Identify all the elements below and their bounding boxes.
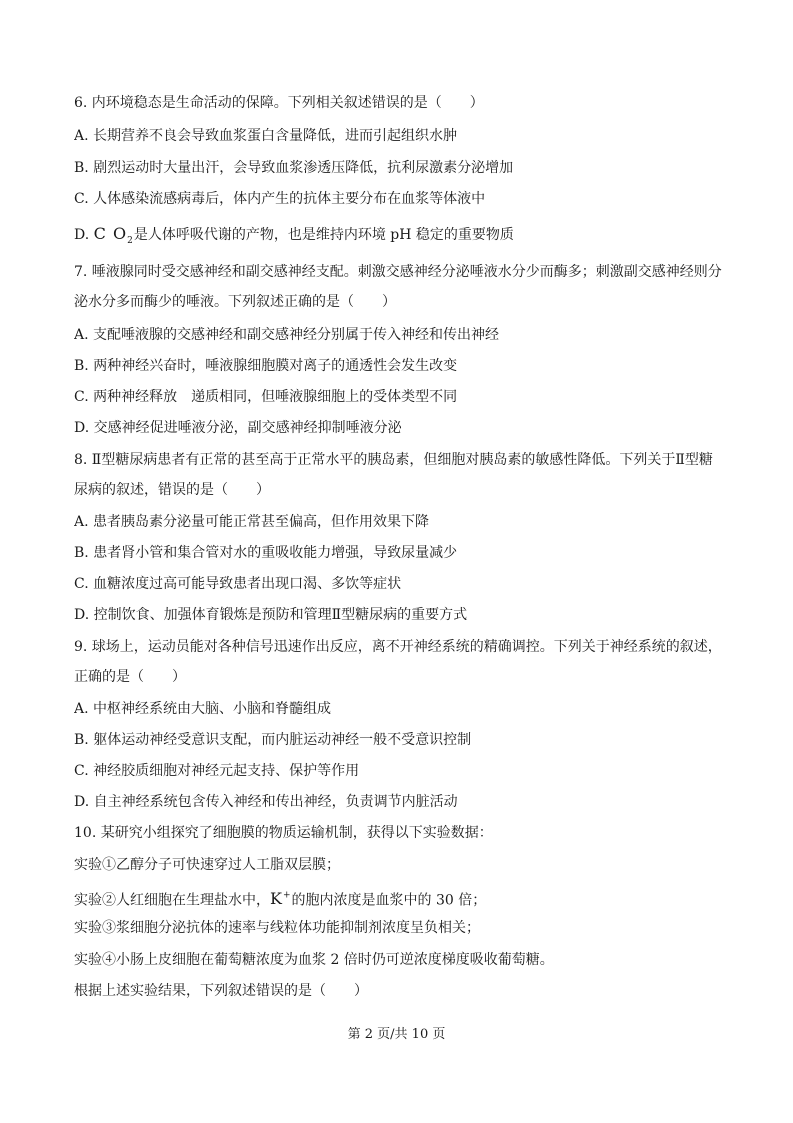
experiment-2-prefix: 实验②人红细胞在生理盐水中，: [74, 892, 270, 909]
experiment-1: 实验①乙醇分子可快速穿过人工脂双层膜；: [74, 857, 340, 873]
question-8-stem-line-2: 尿病的叙述，错误的是（ ）: [74, 482, 270, 498]
question-9-stem-line-2: 正确的是（ ）: [74, 669, 186, 685]
co2-formula-subscript: 2: [127, 236, 134, 247]
question-7-option-b: B. 两种神经兴奋时，唾液腺细胞膜对离子的通透性会发生改变: [74, 358, 458, 374]
question-7-stem-line-1: 7. 唾液腺同时受交感神经和副交感神经支配。刺激交感神经分泌唾液水分少而酶多；刺激副交感神经则分: [74, 264, 722, 280]
question-8-stem-line-1: 8. Ⅱ型糖尿病患者有正常的甚至高于正常水平的胰岛素，但细胞对胰岛素的敏感性降低。下列关于Ⅱ型糖: [74, 452, 713, 468]
question-6-option-b: B. 剧烈运动时大量出汗，会导致血浆渗透压降低，抗利尿激素分泌增加: [74, 160, 514, 176]
question-9-option-b: B. 躯体运动神经受意识支配，而内脏运动神经一般不受意识控制: [74, 732, 472, 748]
page-number: 第 2 页/共 10 页: [347, 1027, 446, 1042]
question-9-option-c: C. 神经胶质细胞对神经元起支持、保护等作用: [74, 763, 360, 779]
question-6-option-c: C. 人体感染流感病毒后，体内产生的抗体主要分布在血浆等体液中: [74, 191, 486, 207]
option-d-prefix: D.: [74, 227, 90, 243]
question-7-stem-line-2: 泌水分多而酶少的唾液。下列叙述正确的是（ ）: [74, 294, 396, 310]
question-6-stem: 6. 内环境稳态是生命活动的保障。下列相关叙述错误的是（ ）: [74, 95, 484, 111]
question-7-option-a: A. 支配唾液腺的交感神经和副交感神经分别属于传入神经和传出神经: [74, 327, 500, 343]
question-7-option-c: C. 两种神经释放 递质相同，但唾液腺细胞上的受体类型不同: [74, 389, 458, 405]
question-8-option-a: A. 患者胰岛素分泌量可能正常甚至偏高，但作用效果下降: [74, 514, 430, 530]
question-10-stem: 10. 某研究小组探究了细胞膜的物质运输机制，获得以下实验数据：: [74, 825, 493, 841]
experiment-2-text: 的胞内浓度是血浆中的 30 倍；: [291, 892, 487, 909]
question-8-option-b: B. 患者肾小管和集合管对水的重吸收能力增强，导致尿量减少: [74, 545, 458, 561]
question-6-option-d: [74, 225, 734, 250]
co2-formula-main: C O: [93, 225, 128, 243]
question-8-option-d: D. 控制饮食、加强体育锻炼是预防和管理Ⅱ型糖尿病的重要方式: [74, 607, 468, 623]
question-7-option-d: D. 交感神经促进唾液分泌，副交感神经抑制唾液分泌: [74, 420, 402, 436]
potassium-ion: [270, 889, 292, 908]
experiment-2: [74, 887, 734, 909]
experiment-3: 实验③浆细胞分泌抗体的速率与线粒体功能抑制剂浓度呈负相关；: [74, 920, 480, 936]
question-6-option-a: A. 长期营养不良会导致血浆蛋白含量降低，进而引起组织水肿: [74, 128, 458, 144]
question-9-stem-line-1: 9. 球场上，运动员能对各种信号迅速作出反应，离不开神经系统的精确调控。下列关于神经系统的叙述，: [74, 639, 722, 655]
potassium-symbol: K: [270, 889, 283, 909]
option-d-text: 是人体呼吸代谢的产物，也是维持内环境 pH 稳定的重要物质: [133, 227, 514, 243]
question-8-option-c: C. 血糖浓度过高可能导致患者出现口渴、多饮等症状: [74, 576, 402, 592]
question-9-option-d: D. 自主神经系统包含传入神经和传出神经，负责调节内脏活动: [74, 794, 458, 810]
question-10-prompt: 根据上述实验结果，下列叙述错误的是（ ）: [74, 983, 368, 999]
experiment-4: 实验④小肠上皮细胞在葡萄糖浓度为血浆 2 倍时仍可逆浓度梯度吸收葡萄糖。: [74, 952, 554, 968]
question-9-option-a: A. 中枢神经系统由大脑、小脑和脊髓组成: [74, 701, 332, 717]
co2-formula: [93, 225, 134, 247]
potassium-charge: +: [282, 891, 292, 901]
